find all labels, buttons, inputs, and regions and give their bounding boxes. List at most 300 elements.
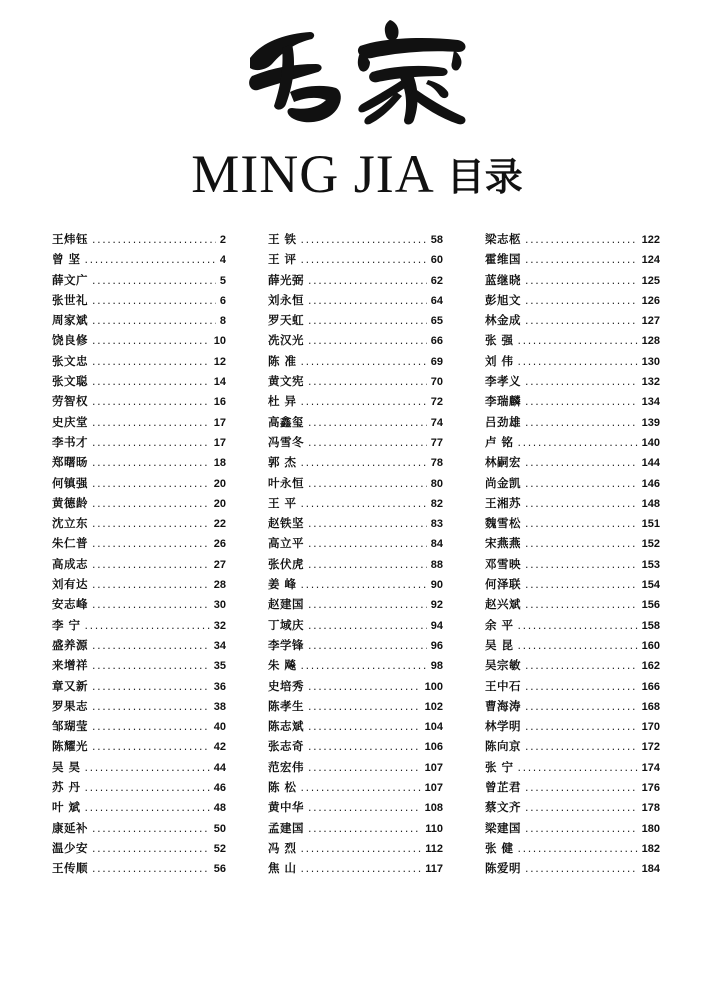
toc-entry[interactable] (485, 818, 660, 838)
leader-dots (308, 413, 427, 433)
entry-page: 62 (430, 274, 443, 287)
entry-name: 郑曙旸 (52, 455, 88, 470)
toc-entry[interactable] (485, 513, 660, 533)
toc-entry[interactable] (268, 290, 443, 310)
toc-entry[interactable] (52, 452, 226, 472)
entry-name: 盛养源 (52, 637, 88, 652)
entry-name: 王 评 (268, 252, 297, 267)
entry-name: 李瑞麟 (485, 394, 521, 409)
toc-entry[interactable] (485, 452, 660, 472)
toc-entry[interactable] (268, 716, 443, 736)
entry-name: 霍维国 (485, 252, 521, 267)
leader-dots (525, 372, 638, 392)
entry-name: 罗天虹 (268, 313, 304, 328)
leader-dots (308, 331, 427, 351)
toc-entry[interactable] (52, 716, 226, 736)
entry-page: 182 (641, 842, 660, 855)
entry-page: 139 (641, 416, 660, 429)
toc-entry[interactable] (485, 797, 660, 817)
leader-dots (308, 311, 427, 331)
entry-page: 2 (219, 234, 226, 246)
toc-entry[interactable] (268, 513, 443, 533)
toc-entry[interactable] (268, 270, 443, 290)
entry-page: 148 (641, 497, 660, 510)
entry-page: 107 (424, 782, 443, 795)
entry-page: 10 (213, 335, 226, 348)
entry-page: 16 (213, 396, 226, 409)
entry-name: 丁域庆 (268, 617, 304, 632)
entry-name: 刘 伟 (485, 353, 514, 368)
toc-entry[interactable] (268, 229, 443, 249)
toc-entry[interactable] (52, 270, 226, 290)
entry-name: 沈立东 (52, 516, 88, 531)
leader-dots (518, 616, 638, 636)
entry-name: 何镇强 (52, 475, 88, 490)
toc-entry[interactable] (268, 838, 443, 858)
entry-page: 104 (424, 721, 443, 734)
entry-page: 84 (430, 538, 443, 551)
entry-name: 劳智权 (52, 394, 88, 409)
leader-dots (92, 331, 210, 351)
leader-dots (92, 677, 210, 697)
entry-name: 孟建国 (268, 820, 304, 835)
toc-entry[interactable] (52, 655, 226, 675)
toc-entry[interactable] (52, 351, 226, 371)
leader-dots (92, 352, 210, 372)
toc-entry[interactable] (485, 493, 660, 513)
entry-page: 17 (213, 416, 226, 429)
leader-dots (92, 534, 210, 554)
entry-page: 125 (641, 274, 660, 287)
toc-column-3 (485, 229, 660, 879)
toc-entry[interactable] (485, 330, 660, 350)
entry-page: 58 (430, 234, 443, 246)
entry-page: 128 (641, 335, 660, 348)
leader-dots (525, 474, 638, 494)
toc-entry[interactable] (268, 818, 443, 838)
leader-dots (301, 656, 427, 676)
toc-entry[interactable] (485, 391, 660, 411)
toc-entry[interactable] (268, 635, 443, 655)
toc-entry[interactable] (485, 757, 660, 777)
entry-page: 77 (430, 436, 443, 449)
leader-dots (308, 291, 427, 311)
entry-name: 赵铁坚 (268, 516, 304, 531)
leader-dots (301, 230, 427, 250)
leader-dots (301, 859, 422, 879)
entry-page: 100 (424, 680, 443, 693)
entry-page: 112 (425, 842, 443, 855)
entry-page: 154 (641, 579, 660, 592)
leader-dots (92, 859, 210, 879)
toc-entry[interactable] (268, 371, 443, 391)
entry-name: 蔡文齐 (485, 800, 521, 815)
entry-name: 高鑫玺 (268, 414, 304, 429)
entry-page: 40 (213, 721, 226, 734)
toc-entry[interactable] (268, 452, 443, 472)
toc-entry[interactable] (52, 777, 226, 797)
entry-page: 106 (424, 741, 443, 754)
toc-entry[interactable] (268, 676, 443, 696)
leader-dots (525, 494, 638, 514)
toc-entry[interactable] (268, 574, 443, 594)
toc-entry[interactable] (268, 391, 443, 411)
leader-dots (525, 778, 638, 798)
leader-dots (525, 737, 638, 757)
toc-entry[interactable] (52, 310, 226, 330)
toc-entry[interactable] (52, 432, 226, 452)
toc-entry[interactable] (268, 432, 443, 452)
toc-entry[interactable] (268, 797, 443, 817)
toc-entry[interactable] (52, 533, 226, 553)
leader-dots (92, 656, 210, 676)
entry-page: 117 (425, 863, 443, 876)
entry-page: 82 (430, 497, 443, 510)
leader-dots (92, 555, 210, 575)
toc-entry[interactable] (52, 858, 226, 878)
toc-entry[interactable] (485, 676, 660, 696)
entry-page: 35 (213, 660, 226, 673)
toc-entry[interactable] (485, 351, 660, 371)
entry-name: 陈 松 (268, 780, 297, 795)
toc-entry[interactable] (485, 270, 660, 290)
entry-name: 曾 坚 (52, 252, 81, 267)
entry-page: 127 (641, 315, 660, 328)
leader-dots (92, 230, 216, 250)
leader-dots (525, 595, 638, 615)
toc-entry[interactable] (52, 249, 226, 269)
entry-name: 朱仁普 (52, 536, 88, 551)
toc-entry[interactable] (52, 554, 226, 574)
toc-entry[interactable] (485, 777, 660, 797)
toc-entry[interactable] (52, 696, 226, 716)
toc-entry[interactable] (52, 736, 226, 756)
entry-page: 146 (641, 477, 660, 490)
entry-name: 罗果志 (52, 698, 88, 713)
entry-name: 何泽联 (485, 577, 521, 592)
toc-entry[interactable] (52, 615, 226, 635)
entry-page: 180 (641, 822, 660, 835)
toc-entry[interactable] (485, 249, 660, 269)
toc-entry[interactable] (52, 594, 226, 614)
toc-entry[interactable] (485, 615, 660, 635)
entry-name: 范宏伟 (268, 759, 304, 774)
toc-entry[interactable] (485, 310, 660, 330)
toc-entry[interactable] (485, 838, 660, 858)
entry-name: 赵兴斌 (485, 597, 521, 612)
toc-entry[interactable] (268, 696, 443, 716)
entry-page: 60 (430, 254, 443, 267)
toc-entry[interactable] (52, 290, 226, 310)
entry-page: 65 (430, 315, 443, 328)
entry-page: 26 (213, 538, 226, 551)
entry-page: 56 (213, 863, 226, 876)
leader-dots (525, 575, 638, 595)
entry-page: 144 (641, 457, 660, 470)
leader-dots (92, 575, 210, 595)
entry-name: 安志峰 (52, 597, 88, 612)
toc-entry[interactable] (485, 371, 660, 391)
toc-entry[interactable] (52, 838, 226, 858)
entry-name: 高成志 (52, 556, 88, 571)
entry-name: 李书才 (52, 434, 88, 449)
leader-dots (308, 758, 421, 778)
leader-dots (85, 616, 210, 636)
toc-entry[interactable] (268, 351, 443, 371)
toc-entry[interactable] (52, 412, 226, 432)
toc-entry[interactable] (52, 229, 226, 249)
entry-page: 90 (430, 579, 443, 592)
toc-entry[interactable] (485, 412, 660, 432)
toc-entry[interactable] (52, 371, 226, 391)
leader-dots (525, 717, 638, 737)
toc-entry[interactable] (52, 676, 226, 696)
title-chinese: 目录 (446, 155, 523, 199)
toc-entry[interactable] (485, 696, 660, 716)
entry-name: 林金成 (485, 313, 521, 328)
leader-dots (92, 291, 216, 311)
entry-name: 冯 烈 (268, 840, 297, 855)
entry-page: 34 (213, 639, 226, 652)
entry-name: 李 宁 (52, 617, 81, 632)
entry-name: 张 宁 (485, 759, 514, 774)
entry-name: 郭 杰 (268, 455, 297, 470)
leader-dots (301, 494, 427, 514)
toc-entry[interactable] (268, 330, 443, 350)
entry-page: 152 (641, 538, 660, 551)
entry-name: 章又新 (52, 678, 88, 693)
leader-dots (92, 595, 210, 615)
leader-dots (301, 575, 427, 595)
toc-entry[interactable] (268, 615, 443, 635)
entry-page: 66 (430, 335, 443, 348)
leader-dots (308, 372, 427, 392)
toc-entry[interactable] (268, 473, 443, 493)
toc-entry[interactable] (52, 513, 226, 533)
leader-dots (308, 555, 427, 575)
entry-name: 李孝义 (485, 374, 521, 389)
entry-page: 166 (641, 680, 660, 693)
entry-name: 王炜钰 (52, 232, 88, 246)
entry-page: 20 (213, 477, 226, 490)
leader-dots (301, 250, 427, 270)
toc-entry[interactable] (268, 310, 443, 330)
toc-entry[interactable] (268, 594, 443, 614)
leader-dots (518, 758, 638, 778)
entry-name: 张 强 (485, 333, 514, 348)
leader-dots (308, 271, 427, 291)
entry-name: 刘有达 (52, 577, 88, 592)
entry-name: 温少安 (52, 840, 88, 855)
leader-dots (518, 636, 638, 656)
toc-entry[interactable] (485, 473, 660, 493)
entry-page: 184 (641, 863, 660, 876)
toc-column-1 (52, 229, 226, 879)
leader-dots (308, 616, 427, 636)
leader-dots (308, 534, 427, 554)
leader-dots (525, 859, 638, 879)
entry-name: 陈孝生 (268, 698, 304, 713)
leader-dots (85, 798, 210, 818)
leader-dots (92, 311, 216, 331)
toc-entry[interactable] (268, 757, 443, 777)
toc-entry[interactable] (52, 391, 226, 411)
entry-page: 4 (219, 254, 226, 267)
leader-dots (85, 250, 216, 270)
entry-page: 83 (430, 518, 443, 531)
entry-name: 黄中华 (268, 800, 304, 815)
leader-dots (92, 494, 210, 514)
entry-page: 48 (213, 802, 226, 815)
entry-page: 108 (424, 802, 443, 815)
entry-name: 吴 昆 (485, 637, 514, 652)
entry-name: 吴宗敏 (485, 658, 521, 673)
toc-entry[interactable] (268, 554, 443, 574)
leader-dots (525, 291, 638, 311)
entry-page: 110 (425, 822, 443, 835)
entry-page: 18 (213, 457, 226, 470)
entry-page: 140 (641, 436, 660, 449)
leader-dots (525, 555, 638, 575)
leader-dots (525, 819, 638, 839)
entry-page: 74 (430, 416, 443, 429)
toc-entry[interactable] (485, 655, 660, 675)
toc-entry[interactable] (268, 533, 443, 553)
entry-name: 张文忠 (52, 353, 88, 368)
leader-dots (92, 737, 210, 757)
toc-entry[interactable] (485, 635, 660, 655)
toc-entry[interactable] (268, 777, 443, 797)
toc-column-2 (268, 229, 443, 879)
entry-name: 王 平 (268, 495, 297, 510)
entry-page: 42 (213, 741, 226, 754)
leader-dots (308, 717, 421, 737)
title-row (0, 146, 714, 202)
entry-page: 80 (430, 477, 443, 490)
entry-page: 6 (219, 294, 226, 307)
entry-name: 吕劲雄 (485, 414, 521, 429)
leader-dots (518, 433, 638, 453)
entry-name: 曾芷君 (485, 780, 521, 795)
leader-dots (525, 392, 638, 412)
entry-name: 张伏虎 (268, 556, 304, 571)
entry-name: 张世礼 (52, 292, 88, 307)
toc-entry[interactable] (52, 757, 226, 777)
entry-name: 王中石 (485, 678, 521, 693)
toc-entry[interactable] (268, 655, 443, 675)
entry-name: 焦 山 (268, 861, 297, 876)
leader-dots (92, 839, 210, 859)
leader-dots (92, 433, 210, 453)
leader-dots (308, 514, 427, 534)
entry-page: 124 (641, 254, 660, 267)
entry-page: 102 (424, 700, 443, 713)
entry-page: 107 (424, 761, 443, 774)
entry-page: 72 (430, 396, 443, 409)
entry-name: 康延补 (52, 820, 88, 835)
entry-name: 邓雪映 (485, 556, 521, 571)
leader-dots (92, 514, 210, 534)
toc-entry[interactable] (485, 736, 660, 756)
entry-name: 高立平 (268, 536, 304, 551)
toc-entry[interactable] (52, 635, 226, 655)
toc-entry[interactable] (52, 797, 226, 817)
leader-dots (518, 331, 638, 351)
entry-page: 176 (641, 782, 660, 795)
entry-page: 130 (641, 355, 660, 368)
entry-page: 5 (219, 274, 226, 287)
entry-page: 178 (641, 802, 660, 815)
toc-entry[interactable] (52, 818, 226, 838)
toc-entry[interactable] (52, 473, 226, 493)
toc-entry[interactable] (268, 249, 443, 269)
leader-dots (92, 636, 210, 656)
leader-dots (525, 250, 638, 270)
leader-dots (308, 474, 427, 494)
toc-entry[interactable] (485, 554, 660, 574)
entry-page: 168 (641, 700, 660, 713)
toc-entry[interactable] (268, 412, 443, 432)
entry-name: 赵建国 (268, 597, 304, 612)
leader-dots (525, 656, 638, 676)
entry-page: 36 (213, 680, 226, 693)
entry-name: 朱 飚 (268, 658, 297, 673)
toc-entry[interactable] (485, 858, 660, 878)
entry-page: 126 (641, 294, 660, 307)
leader-dots (308, 737, 421, 757)
leader-dots (525, 697, 638, 717)
entry-name: 梁建国 (485, 820, 521, 835)
entry-name: 叶永恒 (268, 475, 304, 490)
toc-entry[interactable] (485, 432, 660, 452)
entry-name: 陈爱明 (485, 861, 521, 876)
leader-dots (301, 839, 422, 859)
toc-entry[interactable] (485, 594, 660, 614)
toc-entry[interactable] (268, 493, 443, 513)
leader-dots (308, 697, 421, 717)
toc-entry[interactable] (485, 533, 660, 553)
entry-name: 来增祥 (52, 658, 88, 673)
entry-name: 杜 异 (268, 394, 297, 409)
leader-dots (92, 819, 210, 839)
entry-page: 132 (641, 376, 660, 389)
toc-entry[interactable] (485, 574, 660, 594)
entry-name: 蓝继晓 (485, 272, 521, 287)
toc-entry[interactable] (485, 716, 660, 736)
toc-entry[interactable] (52, 574, 226, 594)
title-latin: MING JIA (191, 144, 435, 204)
entry-page: 44 (213, 761, 226, 774)
entry-page: 69 (430, 355, 443, 368)
toc-entry[interactable] (268, 736, 443, 756)
toc-entry[interactable] (485, 290, 660, 310)
entry-name: 王传顺 (52, 861, 88, 876)
toc-entry[interactable] (268, 858, 443, 878)
leader-dots (308, 595, 427, 615)
toc-entry[interactable] (485, 229, 660, 249)
entry-name: 彭旭文 (485, 292, 521, 307)
leader-dots (525, 514, 638, 534)
leader-dots (308, 819, 421, 839)
toc-entry[interactable] (52, 330, 226, 350)
toc-entry[interactable] (52, 493, 226, 513)
entry-name: 黄德龄 (52, 495, 88, 510)
leader-dots (525, 271, 638, 291)
leader-dots (525, 534, 638, 554)
entry-page: 14 (213, 376, 226, 389)
entry-name: 冯雪冬 (268, 434, 304, 449)
leader-dots (525, 413, 638, 433)
